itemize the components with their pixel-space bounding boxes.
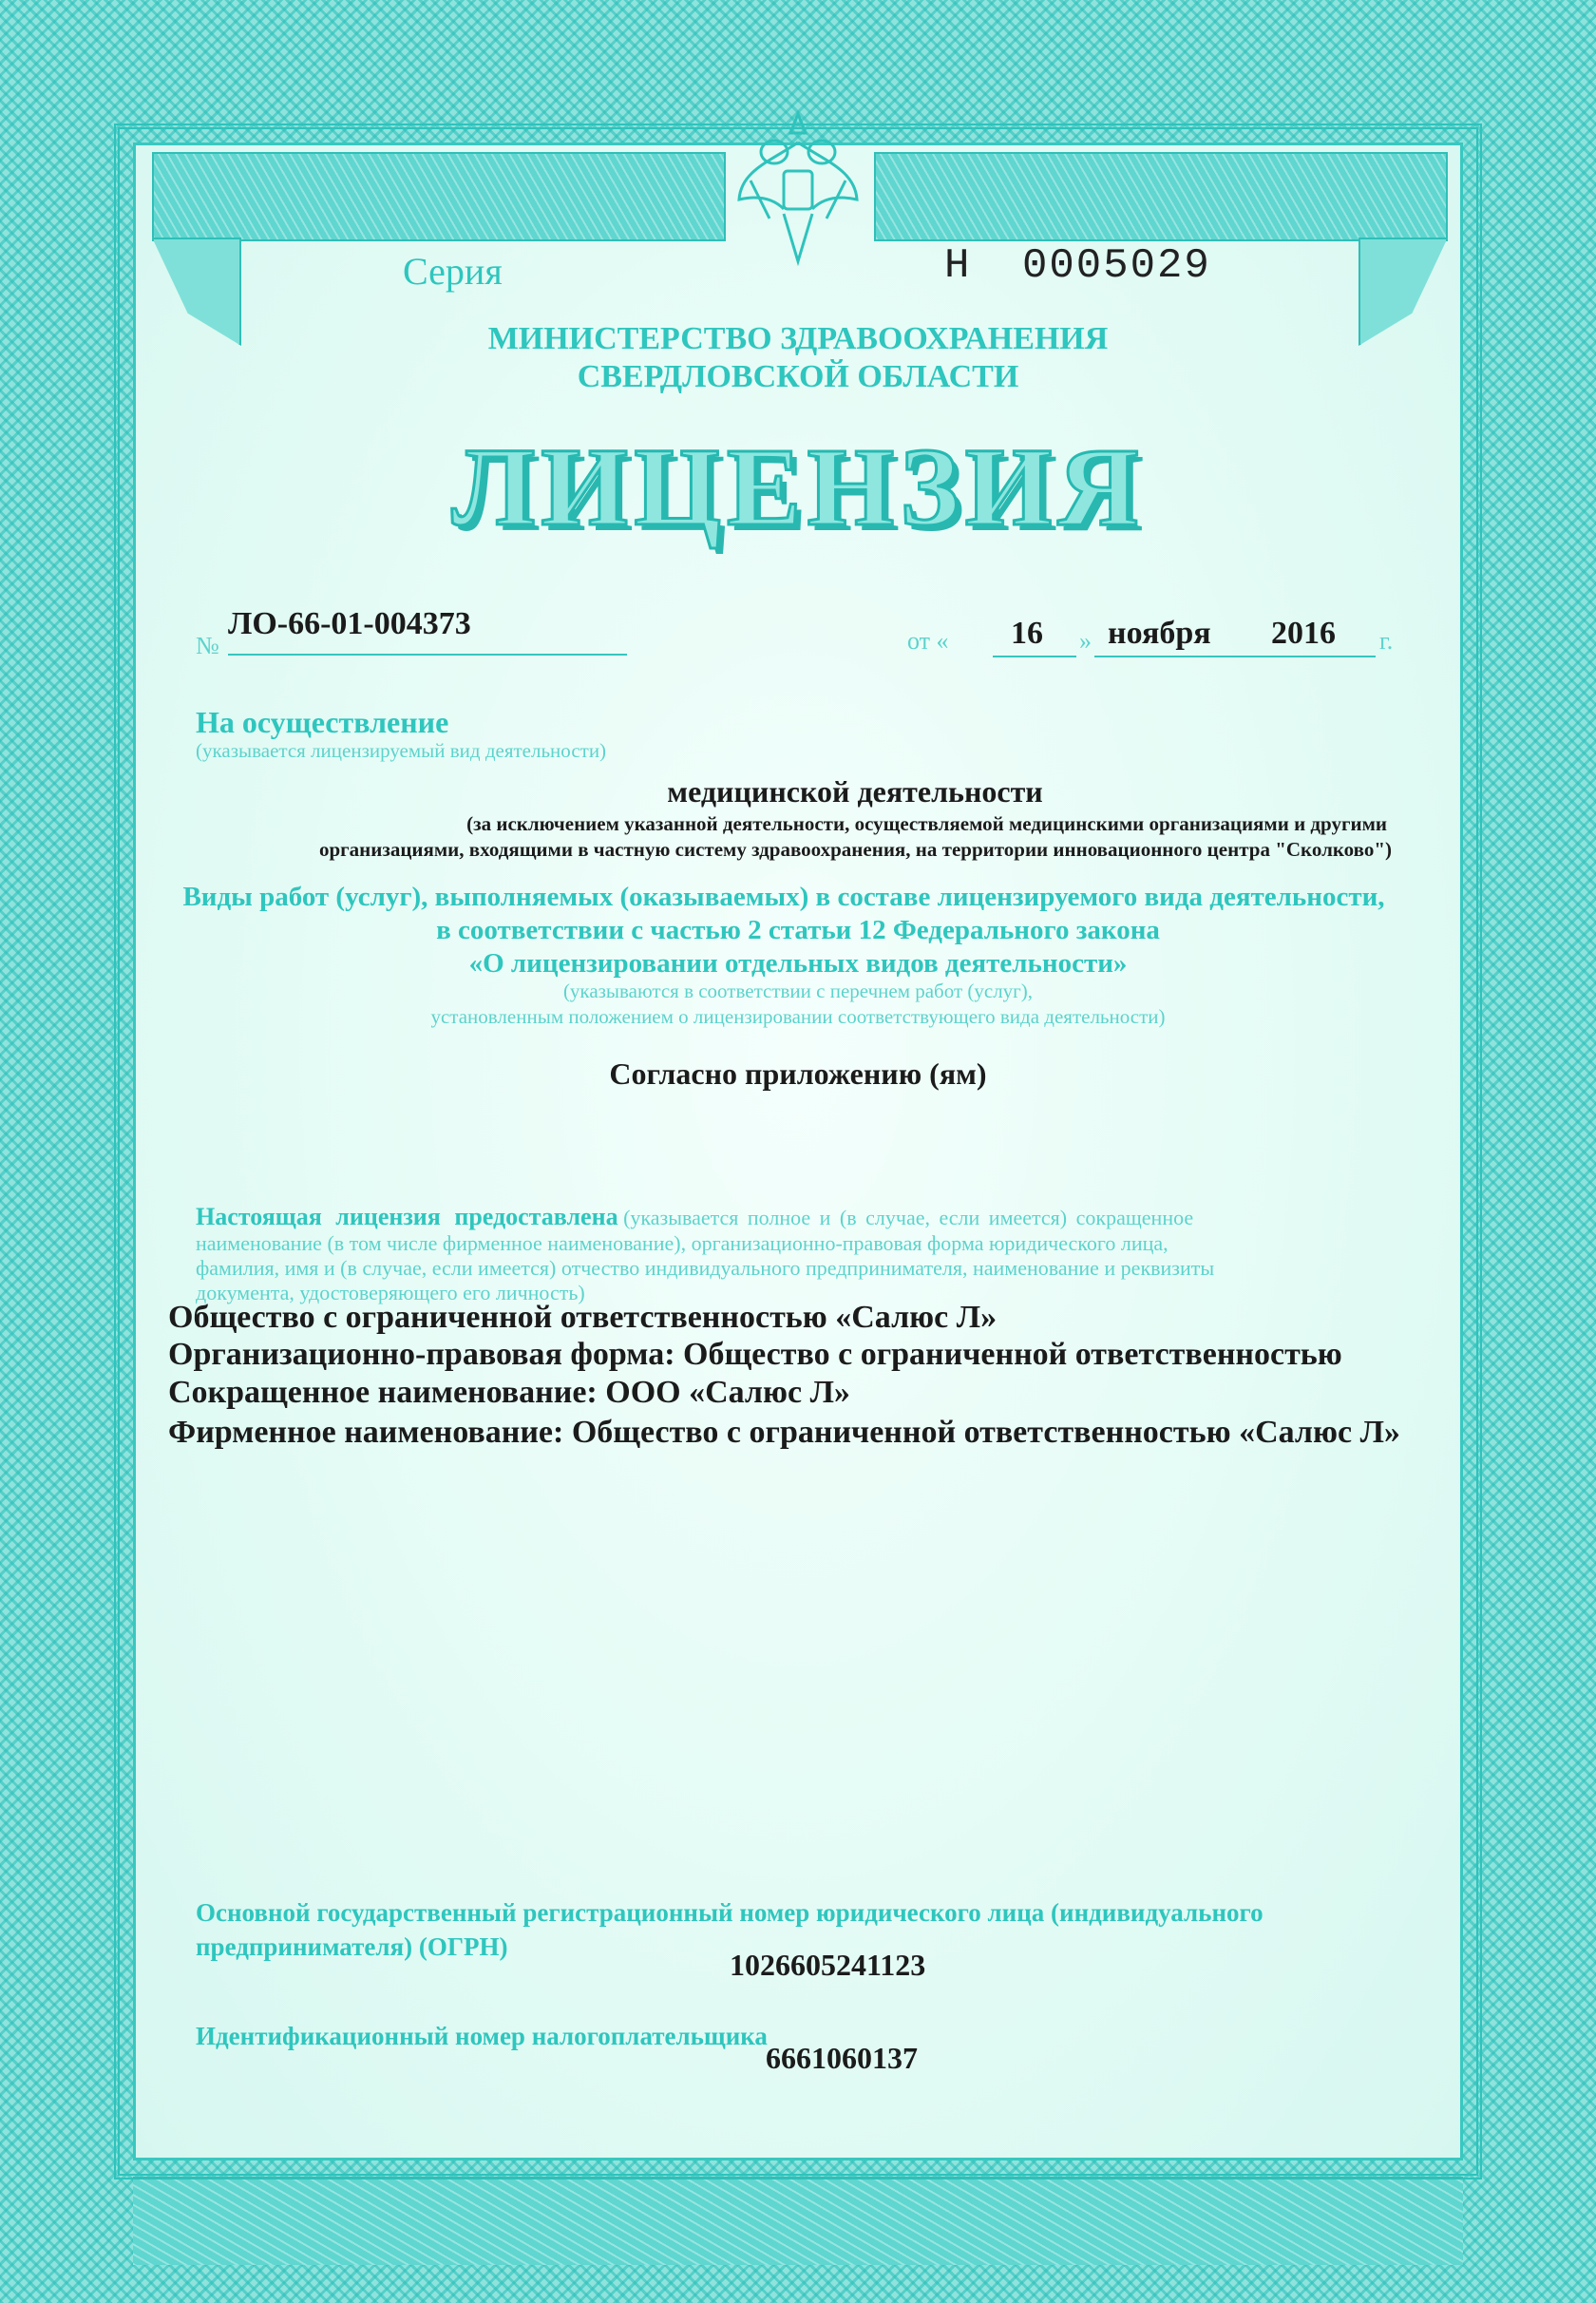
date-day: 16 <box>1011 616 1043 651</box>
document-title: ЛИЦЕНЗИЯ <box>451 425 1145 549</box>
date-year: 2016 <box>1271 616 1336 651</box>
licensee-hint-4: документа, удостоверяющего его личность) <box>196 1281 585 1304</box>
works-value: Согласно приложению (ям) <box>609 1056 987 1091</box>
licensee-hint-2: наименование (в том числе фирменное наименование), организационно-правовая форма юридического лица, <box>196 1231 1168 1255</box>
series-label: Серия <box>403 250 503 293</box>
works-line-3: «О лицензировании отдельных видов деятельности» <box>468 948 1128 979</box>
activity-exclusion-line-1: (за исключением указанной деятельности, осуществляемой медицинскими организациями и другими <box>466 812 1387 835</box>
number-sign: № <box>196 632 219 659</box>
ministry-line-1: МИНИСТЕРСТВО ЗДРАВООХРАНЕНИЯ <box>487 321 1109 356</box>
ministry-line-2: СВЕРДЛОВСКОЙ ОБЛАСТИ <box>577 359 1019 394</box>
inn-label: Идентификационный номер налогоплательщика <box>196 2022 768 2050</box>
licensee-legal-form: Организационно-правовая форма: Общество с ограниченной ответственностью <box>168 1337 1342 1372</box>
date-underline <box>1094 656 1376 657</box>
date-month: ноября <box>1108 616 1211 651</box>
works-hint-1: (указываются в соответствии с перечнем работ (услуг), <box>562 980 1034 1002</box>
header-banner-left <box>152 152 726 241</box>
license-number-underline <box>228 654 627 656</box>
ogrn-label-line-2: предпринимателя) (ОГРН) <box>196 1932 508 1961</box>
date-year-suffix: г. <box>1379 627 1394 655</box>
activity-label: На осуществление <box>196 705 449 739</box>
works-hint-2: установленным положением о лицензировании соответствующего вида деятельности) <box>430 1005 1166 1028</box>
license-number: ЛО-66-01-004373 <box>228 606 471 641</box>
activity-name: медицинской деятельности <box>667 774 1043 809</box>
licensee-full-name: Общество с ограниченной ответственностью «Салюс Л» <box>168 1300 998 1335</box>
day-underline <box>993 656 1076 657</box>
date-day-close: » <box>1079 627 1092 655</box>
licensee-label-row <box>196 1203 1402 1231</box>
licensee-hint-1: (указывается полное и (в случае, если имеется) сокращенное <box>623 1206 1194 1229</box>
licensee-short-name: Сокращенное наименование: ООО «Салюс Л» <box>168 1375 850 1410</box>
inn-value: 6661060137 <box>766 2041 918 2075</box>
series-letter: Н <box>944 242 970 290</box>
series-number: 0005029 <box>1022 242 1211 290</box>
header-banner-right <box>874 152 1448 241</box>
works-line-2: в соответствии с частью 2 статьи 12 Федерального закона <box>436 915 1160 945</box>
ogrn-label-line-1: Основной государственный регистрационный номер юридического лица (индивидуального <box>196 1898 1264 1927</box>
ogrn-value: 1026605241123 <box>730 1948 926 1982</box>
licensee-hint-3: фамилия, имя и (в случае, если имеется) отчество индивидуального предпринимателя, наименование и реквизиты <box>196 1256 1215 1280</box>
works-line-1: Виды работ (услуг), выполняемых (оказываемых) в составе лицензируемого вида деятельности, <box>182 882 1385 912</box>
licensee-brand-name: Фирменное наименование: Общество с ограниченной ответственностью «Салюс Л» <box>168 1415 1400 1450</box>
licensee-label: Настоящая лицензия предоставлена <box>196 1203 618 1230</box>
activity-exclusion-line-2: организациями, входящими в частную систему здравоохранения, на территории инновационного центра "Сколково") <box>318 838 1392 861</box>
activity-label-hint: (указывается лицензируемый вид деятельности) <box>196 739 607 762</box>
date-prefix: от « <box>907 627 949 655</box>
coat-of-arms-emblem <box>732 105 864 266</box>
bottom-ornament-band <box>133 2177 1463 2265</box>
